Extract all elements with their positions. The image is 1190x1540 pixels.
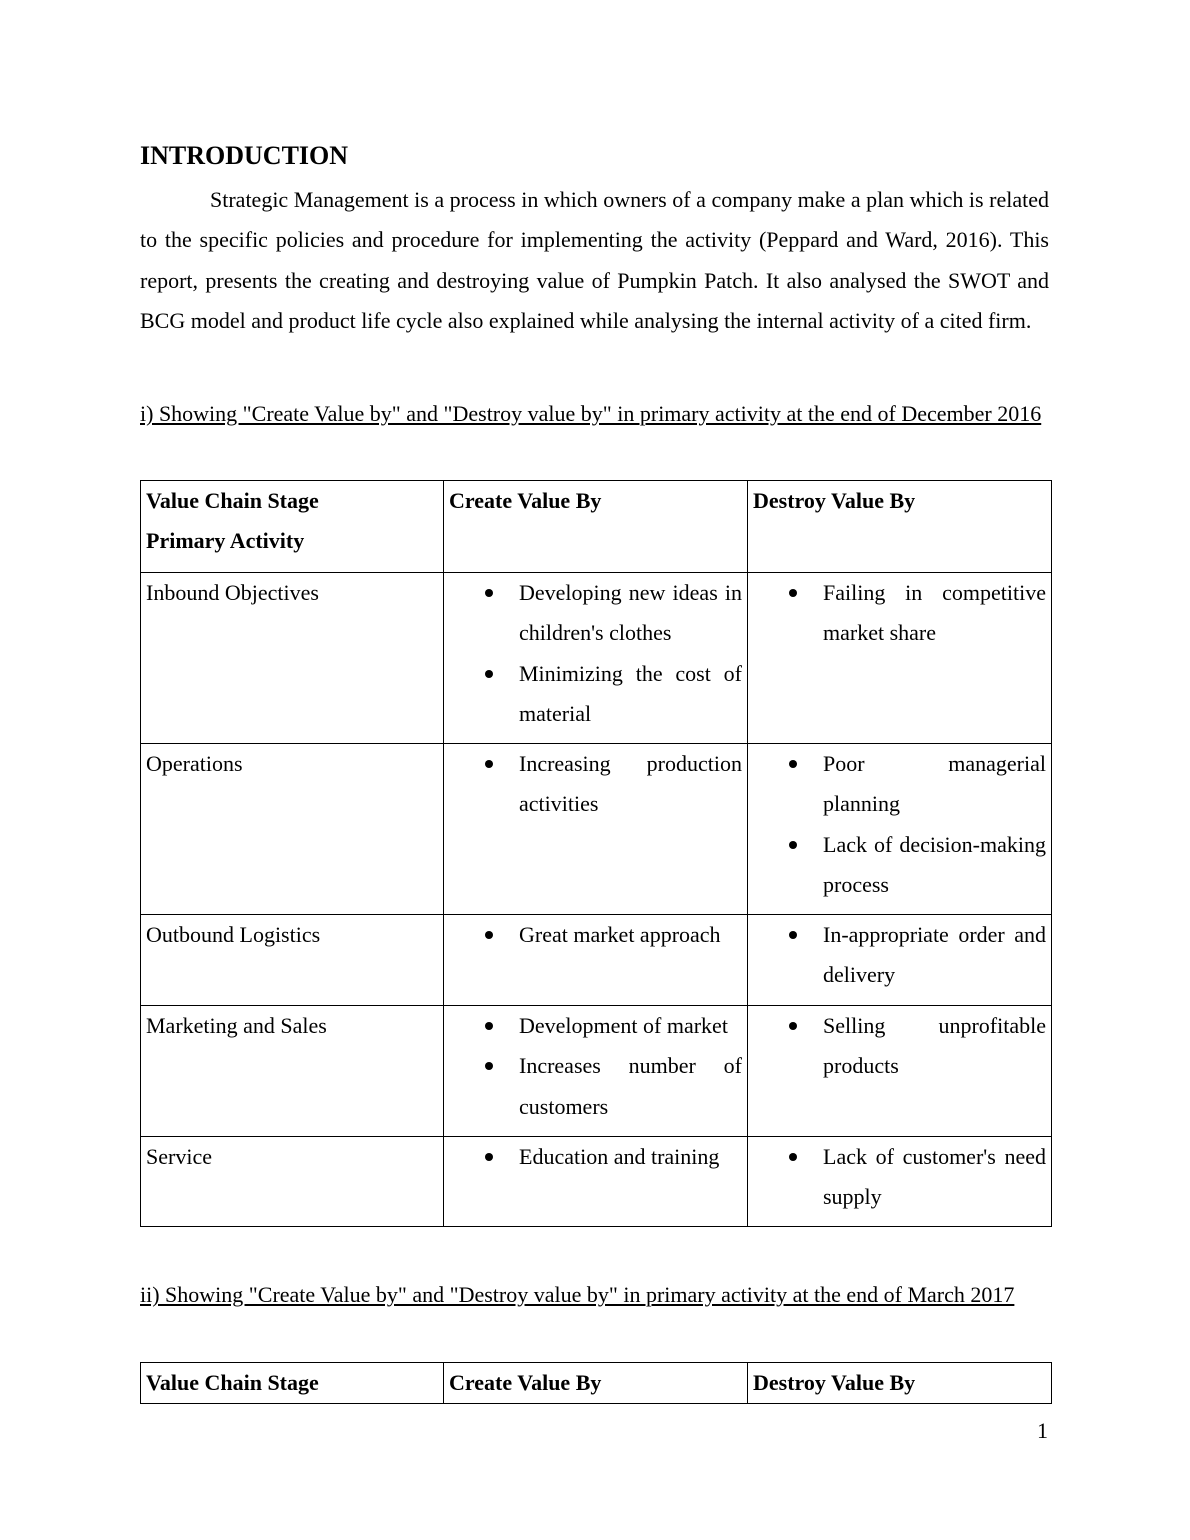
stage-cell: Outbound Logistics <box>141 915 444 1006</box>
bullet-icon <box>789 931 797 939</box>
list-item: Selling unprofitable products <box>753 1006 1046 1087</box>
list-item: Increases number of customers <box>449 1046 742 1127</box>
destroy-cell <box>748 1137 1052 1227</box>
header-stage-line2: Primary Activity <box>146 528 305 554</box>
destroy-cell <box>748 915 1052 1006</box>
create-cell <box>444 1006 748 1137</box>
stage-cell: Inbound Objectives <box>141 573 444 744</box>
stage-cell: Operations <box>141 744 444 915</box>
value-chain-table-mar-2017 <box>140 1362 1052 1404</box>
table-row <box>141 915 1052 1006</box>
header-stage: Value Chain Stage <box>141 1363 444 1404</box>
table2-caption: ii) Showing "Create Value by" and "Destroy value by" in primary activity at the end of March 2017 <box>140 1282 1015 1307</box>
table-header-row <box>141 1363 1052 1404</box>
bullet-icon <box>485 760 493 768</box>
stage-cell: Marketing and Sales <box>141 1006 444 1137</box>
bullet-icon <box>485 670 493 678</box>
header-stage-line1: Value Chain Stage <box>146 488 319 513</box>
bullet-icon <box>485 589 493 597</box>
list-item: Development of market <box>449 1006 742 1046</box>
intro-paragraph: Strategic Management is a process in which owners of a company make a plan which is related to the specific policies and procedure for implementing the activity (Peppard and Ward, 2016). This report, presents the creating and destroying value of Pumpkin Patch. It also analysed the SWOT and BCG model and product life cycle also explained while analysing the internal activity of a cited firm. <box>140 187 1049 333</box>
list-item: Increasing production activities <box>449 744 742 825</box>
list-item: Poor managerial planning <box>753 744 1046 825</box>
header-create: Create Value By <box>444 481 748 573</box>
bullet-icon <box>789 1153 797 1161</box>
create-cell <box>444 1137 748 1227</box>
bullet-icon <box>789 1022 797 1030</box>
list-item: Failing in competitive market share <box>753 573 1046 654</box>
create-cell <box>444 915 748 1006</box>
header-destroy: Destroy Value By <box>748 481 1052 573</box>
header-create: Create Value By <box>444 1363 748 1404</box>
list-item: Lack of customer's need supply <box>753 1137 1046 1218</box>
destroy-cell <box>748 1006 1052 1137</box>
destroy-cell <box>748 744 1052 915</box>
create-cell <box>444 744 748 915</box>
section-heading: INTRODUCTION <box>140 141 349 170</box>
table-row <box>141 1006 1052 1137</box>
table-row <box>141 1137 1052 1227</box>
bullet-icon <box>485 1022 493 1030</box>
table-header-row <box>141 481 1052 573</box>
bullet-icon <box>485 1062 493 1070</box>
value-chain-table-dec-2016 <box>140 480 1052 1227</box>
stage-cell: Service <box>141 1137 444 1227</box>
destroy-cell <box>748 573 1052 744</box>
bullet-icon <box>485 931 493 939</box>
table-row <box>141 573 1052 744</box>
list-item: In-appropriate order and delivery <box>753 915 1046 996</box>
list-item: Minimizing the cost of material <box>449 654 742 735</box>
bullet-icon <box>789 760 797 768</box>
list-item: Developing new ideas in children's clothes <box>449 573 742 654</box>
bullet-icon <box>789 589 797 597</box>
list-item: Lack of decision-making process <box>753 825 1046 906</box>
bullet-icon <box>789 841 797 849</box>
table1-caption: i) Showing "Create Value by" and "Destroy value by" in primary activity at the end of December 2016 <box>140 401 1042 426</box>
header-stage <box>141 481 444 573</box>
list-item: Great market approach <box>449 915 742 955</box>
header-destroy: Destroy Value By <box>748 1363 1052 1404</box>
bullet-icon <box>485 1153 493 1161</box>
page-number: 1 <box>1037 1418 1048 1443</box>
list-item: Education and training <box>449 1137 742 1177</box>
table-row <box>141 744 1052 915</box>
create-cell <box>444 573 748 744</box>
